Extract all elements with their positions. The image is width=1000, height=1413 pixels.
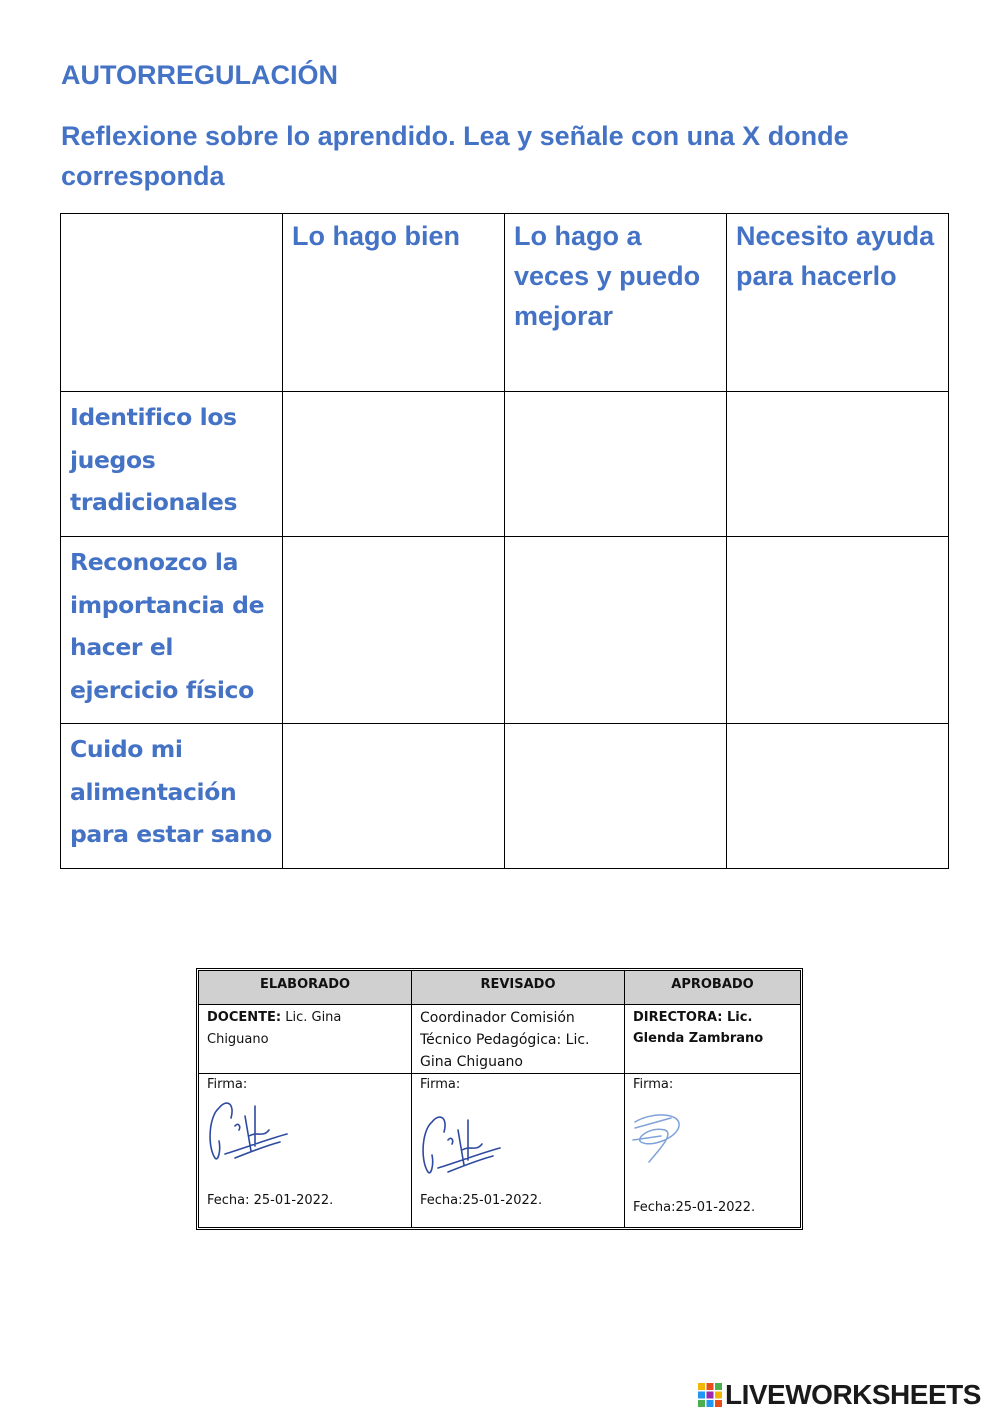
fecha-1: Fecha: 25-01-2022.	[207, 1193, 334, 1208]
self-assessment-table	[60, 213, 949, 869]
aprobado-name-cell	[624, 1004, 801, 1074]
header-empty-cell	[60, 213, 283, 392]
firma-label-2: Firma:	[420, 1077, 461, 1092]
elaborado-name-cell	[198, 1004, 412, 1074]
answer-cell-3-3[interactable]	[726, 723, 949, 869]
answer-cell-2-3[interactable]	[726, 536, 949, 724]
answer-cell-1-3[interactable]	[726, 391, 949, 537]
header-necesito-ayuda: Necesito ayuda para hacerlo	[726, 213, 949, 392]
elaborado-role: DOCENTE:	[207, 1010, 282, 1025]
header-elaborado: ELABORADO	[198, 970, 412, 1005]
answer-cell-1-1[interactable]	[282, 391, 505, 537]
signature-3	[631, 1108, 691, 1178]
signature-2	[418, 1110, 508, 1180]
firma-label-3: Firma:	[633, 1077, 674, 1092]
firma-label-1: Firma:	[207, 1077, 248, 1092]
signature-1	[205, 1096, 295, 1166]
logo-text: LIVEWORKSHEETS	[725, 1379, 981, 1410]
header-revisado: REVISADO	[411, 970, 625, 1005]
liveworksheets-grid-icon	[698, 1383, 722, 1407]
page-title: AUTORREGULACIÓN	[61, 60, 339, 90]
elaborado-signature-cell	[198, 1073, 412, 1228]
fecha-3: Fecha:25-01-2022.	[633, 1200, 756, 1215]
liveworksheets-logo	[698, 1380, 981, 1410]
row-label-2: Reconozco la importancia de hacer el ejercicio físico	[60, 536, 283, 724]
answer-cell-2-2[interactable]	[504, 536, 727, 724]
revisado-name-cell	[411, 1004, 625, 1074]
fecha-2: Fecha:25-01-2022.	[420, 1193, 543, 1208]
revisado-name: Coordinador Comisión Técnico Pedagógica: Lic. Gina Chiguano	[420, 1010, 590, 1070]
aprobado-name: DIRECTORA: Lic. Glenda Zambrano	[633, 1010, 764, 1046]
answer-cell-1-2[interactable]	[504, 391, 727, 537]
row-label-3: Cuido mi alimentación para estar sano	[60, 723, 283, 869]
approval-table	[196, 968, 803, 1230]
answer-cell-3-2[interactable]	[504, 723, 727, 869]
row-label-1: Identifico los juegos tradicionales	[60, 391, 283, 537]
header-lo-hago-a-veces: Lo hago a veces y puedo mejorar	[504, 213, 727, 392]
aprobado-signature-cell	[624, 1073, 801, 1228]
revisado-signature-cell	[411, 1073, 625, 1228]
answer-cell-3-1[interactable]	[282, 723, 505, 869]
header-lo-hago-bien: Lo hago bien	[282, 213, 505, 392]
answer-cell-2-1[interactable]	[282, 536, 505, 724]
header-aprobado: APROBADO	[624, 970, 801, 1005]
instructions: Reflexione sobre lo aprendido. Lea y señale con una X donde corresponda	[61, 121, 849, 191]
elaborado-name: Lic. Gina Chiguano	[207, 1010, 342, 1047]
